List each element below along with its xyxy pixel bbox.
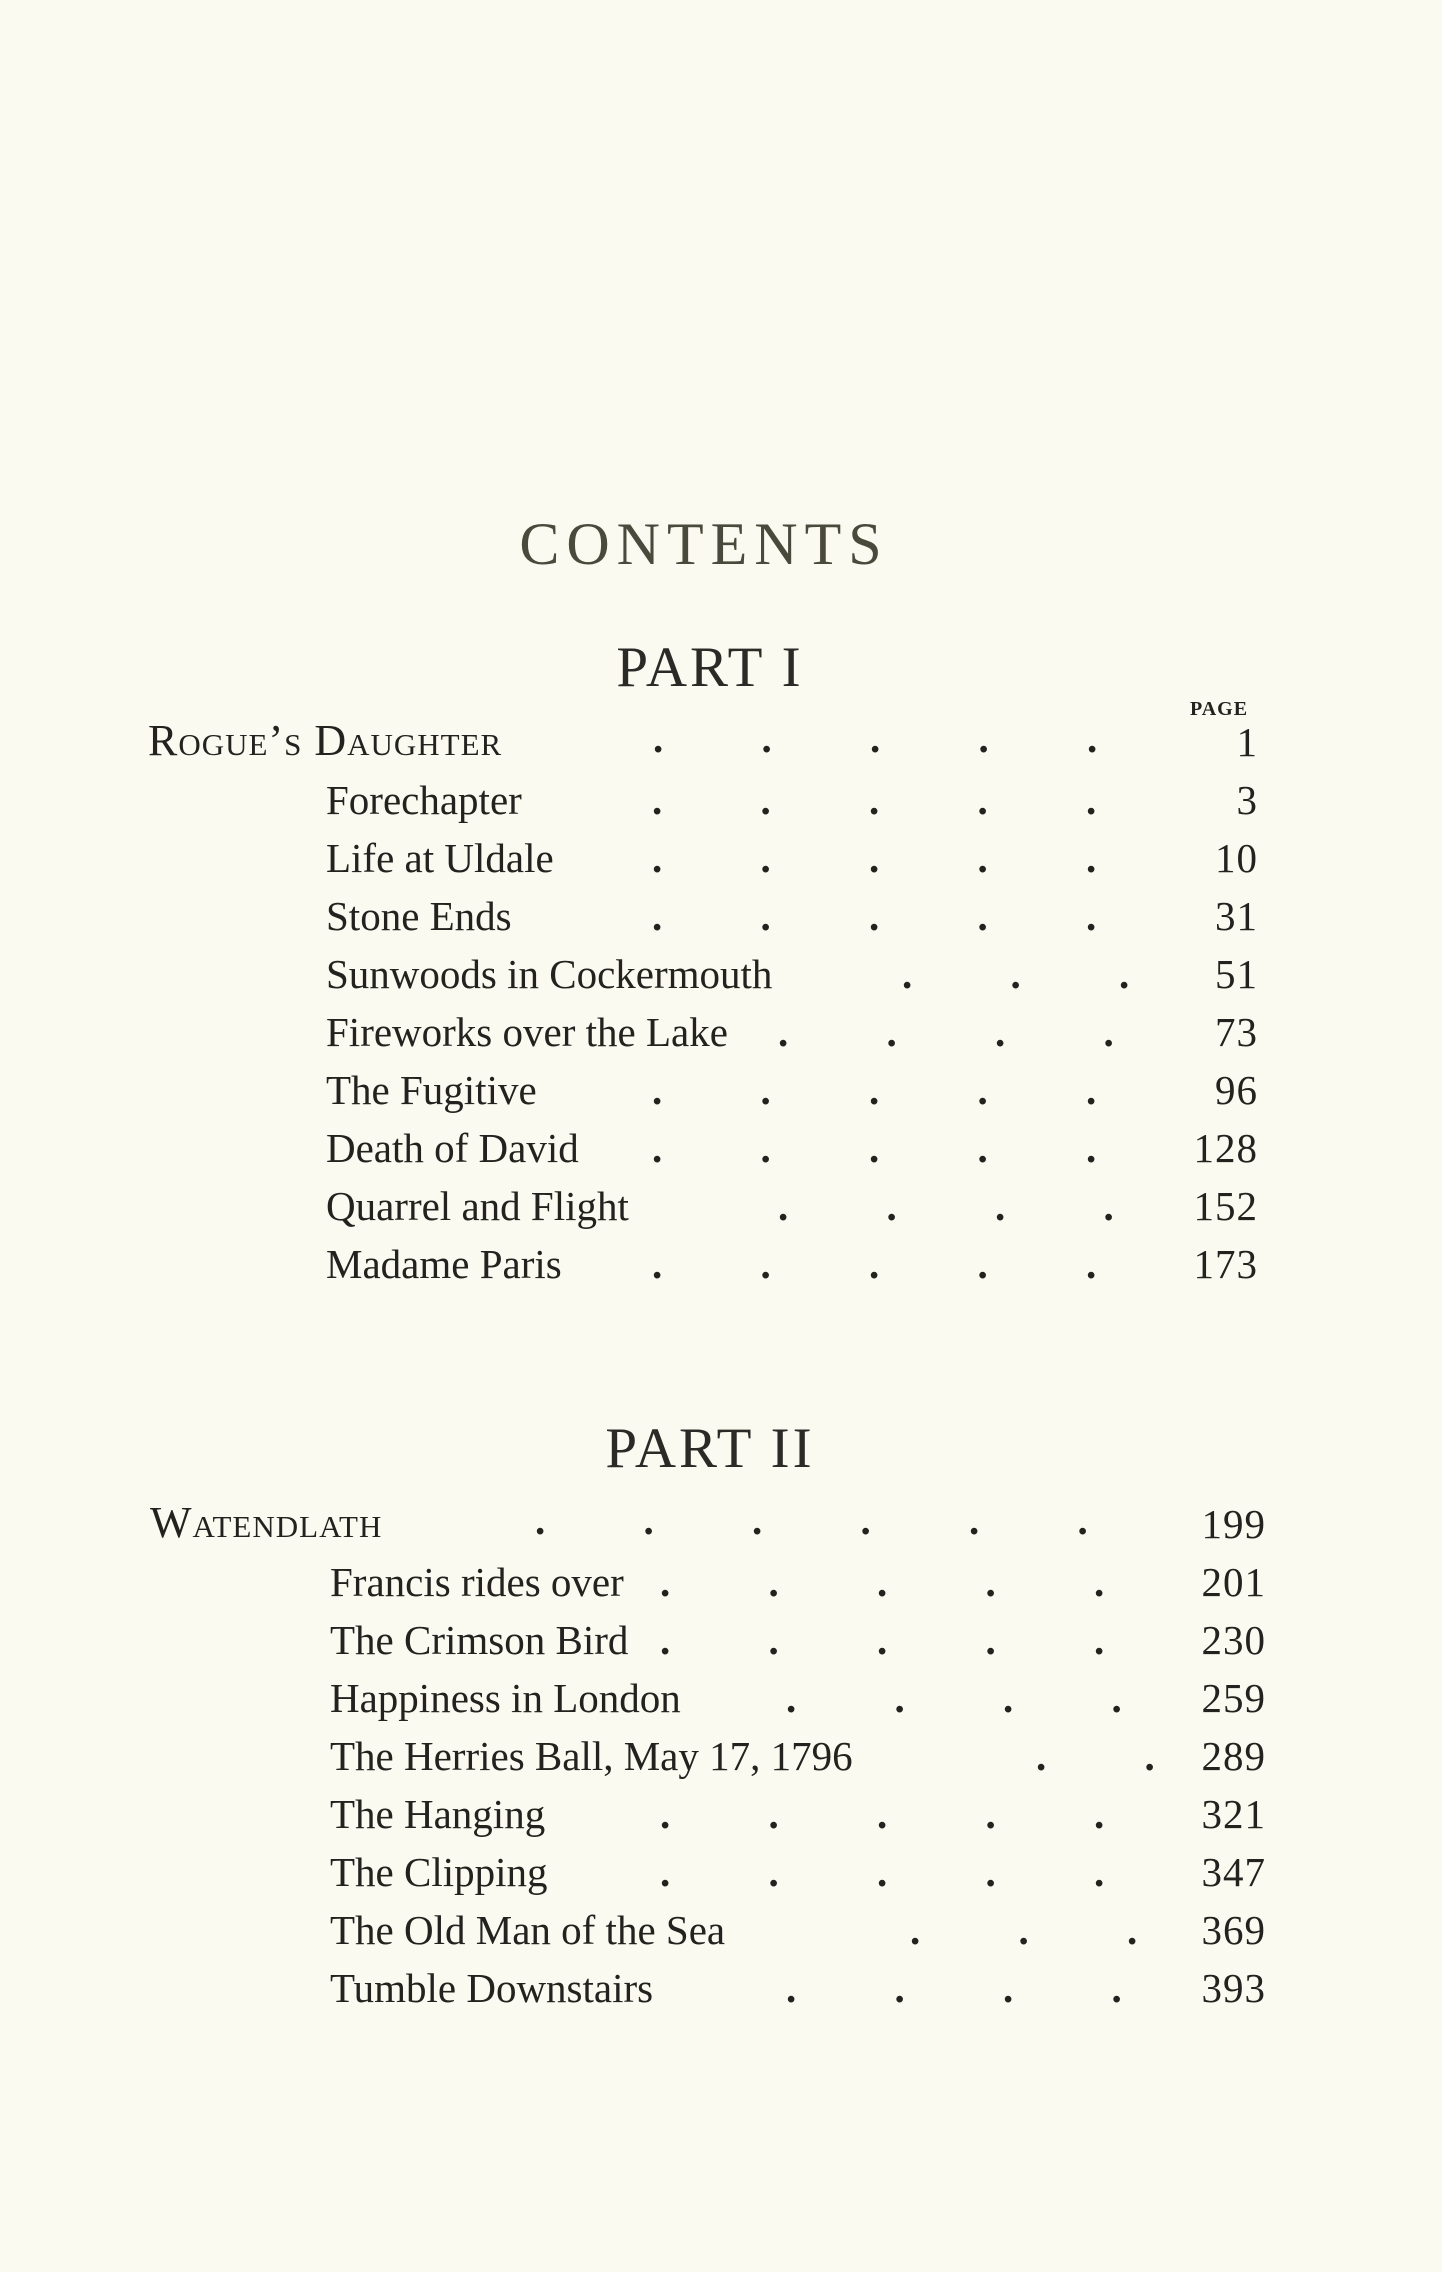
toc-page-number: 289 [1201,1733,1266,1779]
toc-entry-row[interactable] [326,778,1258,828]
toc-page-number: 369 [1201,1907,1266,1953]
toc-page-number: 321 [1201,1791,1266,1837]
toc-entry-row[interactable] [330,1676,1266,1726]
toc-leader-dots: . . . . . [652,1125,1097,1171]
toc-entry-label: The Fugitive [326,1067,537,1113]
toc-page-number: 10 [1215,835,1258,881]
toc-page-number: 73 [1215,1009,1258,1055]
toc-leader-dots: . . . . . [653,715,1098,761]
toc-page-number: 173 [1193,1241,1258,1287]
toc-entry-row[interactable] [326,952,1258,1002]
toc-leader-dots: . . . . . [652,835,1097,881]
toc-entry-row[interactable] [326,1010,1258,1060]
toc-section-row[interactable] [150,1497,1266,1552]
toc-entry-label: Life at Uldale [326,835,554,881]
toc-entry-label: Madame Paris [326,1241,562,1287]
toc-entry-label: The Herries Ball, May 17, 1796 [330,1733,853,1779]
toc-entry-row[interactable] [330,1618,1266,1668]
toc-entry-row[interactable] [330,1850,1266,1900]
part-2-heading: PART II [605,1417,815,1480]
toc-entry-row[interactable] [326,1242,1258,1292]
toc-entry-label: Stone Ends [326,893,512,939]
toc-entry-row[interactable] [326,1184,1258,1234]
toc-page-number: 31 [1215,893,1258,939]
toc-entry-label: Death of David [326,1125,579,1171]
toc-entry-label: Fireworks over the Lake [326,1009,728,1055]
toc-entry-label: The Clipping [330,1849,548,1895]
toc-leader-dots: . . . [902,951,1130,997]
toc-page-number: 199 [1201,1501,1266,1547]
toc-leader-dots: . . . . . [652,1241,1097,1287]
toc-section-label: Rogue’s Daughter [148,716,503,765]
toc-page-number: 96 [1215,1067,1258,1113]
toc-entry-label: The Hanging [330,1791,546,1837]
toc-leader-dots: . . . [910,1907,1138,1953]
toc-leader-dots: . . . . [778,1009,1114,1055]
toc-entry-label: Quarrel and Flight [326,1183,629,1229]
toc-leader-dots: . . [1036,1733,1155,1779]
toc-entry-row[interactable] [330,1734,1266,1784]
toc-entry-label: Sunwoods in Cockermouth [326,951,773,997]
toc-leader-dots: . . . . . [652,777,1097,823]
toc-page-number: 230 [1201,1617,1266,1663]
toc-page-number: 393 [1201,1965,1266,2011]
toc-entry-row[interactable] [330,1792,1266,1842]
toc-section-label: Watendlath [150,1498,383,1547]
toc-page-number: 259 [1201,1675,1266,1721]
toc-entry-label: The Old Man of the Sea [330,1907,726,1953]
toc-leader-dots: . . . . [786,1675,1122,1721]
toc-page-number: 201 [1201,1559,1266,1605]
toc-page-number: 347 [1201,1849,1266,1895]
toc-page-number: 128 [1193,1125,1258,1171]
toc-entry-label: Forechapter [326,777,522,823]
part-1-heading: PART I [616,636,804,699]
toc-page-number: 1 [1236,719,1258,765]
toc-entry-label: Tumble Downstairs [330,1965,654,2011]
toc-entry-row[interactable] [330,1560,1266,1610]
toc-leader-dots: . . . . . [660,1559,1105,1605]
toc-entry-row[interactable] [330,1966,1266,2016]
toc-leader-dots: . . . . [786,1965,1122,2011]
toc-leader-dots: . . . . . [660,1791,1105,1837]
toc-leader-dots: . . . . [778,1183,1114,1229]
toc-page-number: 3 [1236,777,1258,823]
toc-entry-row[interactable] [326,894,1258,944]
toc-entry-label: Happiness in London [330,1675,681,1721]
toc-entry-row[interactable] [326,1126,1258,1176]
toc-leader-dots: . . . . . [652,1067,1097,1113]
toc-entry-row[interactable] [326,836,1258,886]
toc-leader-dots: . . . . . . [535,1497,1088,1543]
toc-leader-dots: . . . . . [660,1617,1105,1663]
toc-entry-label: Francis rides over [330,1559,624,1605]
page-column-header: PAGE [1190,698,1249,720]
toc-leader-dots: . . . . . [660,1849,1105,1895]
page-title: CONTENTS [519,511,889,577]
toc-entry-row[interactable] [326,1068,1258,1118]
toc-leader-dots: . . . . . [652,893,1097,939]
toc-entry-label: The Crimson Bird [330,1617,629,1663]
toc-page-number: 51 [1215,951,1258,997]
toc-section-row[interactable] [148,715,1258,770]
toc-page-number: 152 [1193,1183,1258,1229]
toc-entry-row[interactable] [330,1908,1266,1958]
